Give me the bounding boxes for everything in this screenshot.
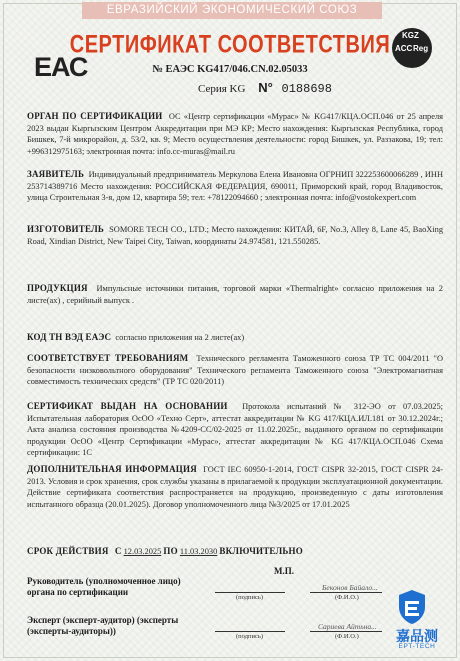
head-signature-caption: (подпись): [236, 594, 263, 601]
section-basis: [27, 401, 443, 459]
head-signature-label: Руководитель (уполномоченное лицо) органа по сертификации: [27, 576, 181, 597]
certificate-number: № ЕАЭС KG417/046.CN.02.05033: [152, 64, 308, 75]
seal-text-1: KGZ: [402, 31, 419, 40]
section-label: ПРОДУКЦИЯ: [27, 283, 88, 293]
series-row: [198, 80, 332, 96]
section-label: ДОПОЛНИТЕЛЬНАЯ ИНФОРМАЦИЯ: [27, 464, 197, 474]
certificate-title: СЕРТИФИКАТ СООТВЕТСТВИЯ: [69, 31, 391, 59]
section-text: ГОСТ IEC 60950-1-2014, ГОСТ CISPR 32-2015, ГОСТ CISPR 24-2013. Условия и срок хранения, срок службы указаны в прилагаемой к продукции эксплуатационной документации. Действие сертификата соответствия распространяется на продукцию, произведенную с даты изготовления испытанного образца (20.01.2025). Договор уполномоченного лица №3/2025 от 17.01.2025: [27, 465, 444, 509]
head-name-line: [310, 592, 382, 593]
section-requirements: [27, 353, 443, 388]
expert-signature-line: [215, 631, 285, 632]
section-hs-code: [27, 332, 443, 344]
series-label: Серия KG: [198, 83, 246, 95]
number-sign: N°: [258, 80, 273, 95]
validity-to-date: 11.03.2030: [179, 547, 218, 556]
section-text: Протокола испытаний № 312-ЭО от 07.03.2025; Испытательная лаборатория ОсОО «Техно Серт», аттестат аккредитации № KG 417/КЦА.ИЛ.181 от 30.12.2024г.; Акта анализа состояния производства №4209-СС/02-2025 от 11.02.2025г., выданного органом по сертификации продукции ОсОО «Центр Сертификации «Мурас», аттестат аккредитации № KG 417/КЦА.ОСП.046 Схема сертификации: 1С: [27, 402, 443, 458]
section-additional-info: [27, 464, 443, 510]
eaeu-banner: ЕВРАЗИЙСКИЙ ЭКОНОМИЧЕСКИЙ СОЮЗ: [82, 2, 382, 19]
expert-name-line: [310, 631, 382, 632]
section-text: Индивидуальный предприниматель Меркулова Елена Ивановна ОГРНИП 322253600066289 , ИНН 253714389716 Место нахождения: РОССИЙСКАЯ ФЕДЕРАЦИЯ, 690011, Приморский край, город Владивосток, улица Строительная 3-я, дом 12, квартира 59; тел: +78122094660 ; электронная почта: info@vostokexpert.com: [27, 170, 444, 203]
section-product: [27, 283, 443, 306]
head-signer-name: Беконов Байало...: [322, 583, 378, 592]
validity-row: [27, 546, 443, 558]
section-label: КОД ТН ВЭД ЕАЭС: [27, 332, 112, 342]
eac-mark: ЕАС: [34, 52, 88, 82]
head-signature-line: [215, 592, 285, 593]
expert-signer-name: Сариева Айтьна...: [318, 622, 377, 631]
seal-text-3: Reg: [413, 44, 429, 53]
page-border: [3, 3, 457, 658]
validity-from-date: 12.03.2025: [123, 547, 162, 556]
watermark-subtitle: EPT-TECH: [398, 643, 436, 650]
validity-from-prefix: С: [114, 546, 122, 556]
validity-suffix: ВКЛЮЧИТЕЛЬНО: [219, 546, 303, 556]
head-fio-caption: (Ф.И.О.): [335, 594, 359, 601]
section-label: СЕРТИФИКАТ ВЫДАН НА ОСНОВАНИИ: [27, 401, 228, 411]
expert-signature-label: Эксперт (эксперт-аудитор) (эксперты (эксперты-аудиторы)): [27, 615, 179, 636]
section-label: ОРГАН ПО СЕРТИФИКАЦИИ: [27, 111, 163, 121]
section-text: ОС «Центр сертификации «Мурас» № KG417/КЦА.ОСП.046 от 25 апреля 2023 выдан Кыргызским Центром Аккредитации при МЭ КР; Место нахождения: Кыргызская Республика, город Бишкек, 7-й микрорайон, д. 53/2, кв. 9; Место осуществления деятельности: город Бишкек, ул. Раззакова, 19; тел: +996312975163; электронная почта: info.cc-muras@mail.ru: [27, 112, 443, 156]
section-text: Технического регламента Таможенного союза ТР ТС 004/2011 "О безопасности низковольтного оборудования" Технического регламента Таможенного союза "Электромагнитная совместимость технических средств" (ТР ТС 020/2011): [27, 354, 443, 387]
serial-number: 0188698: [281, 82, 332, 96]
section-text: Импульсные источники питания, торговой марки «Thermalright» согласно приложения на 2 листе(ах) , серийный выпуск .: [27, 284, 443, 305]
validity-to-prefix: ПО: [163, 546, 178, 556]
validity-label: СРОК ДЕЙСТВИЯ: [27, 546, 109, 556]
section-certification-body: [27, 111, 443, 157]
seal-place-label: М.П.: [274, 566, 294, 576]
section-manufacturer: [27, 224, 443, 247]
expert-signature-caption: (подпись): [236, 633, 263, 640]
seal-text-2: ACC: [395, 44, 413, 53]
watermark-name: 嘉品测: [396, 628, 438, 644]
section-text: SOMORE TECH CO., LTD.; Место нахождения: КИТАЙ, 6F, No.3, Alley 8, Lane 45, BaoXing Road, Xindian District, New Taipei City, Taiwan, координаты 24.974581, 121.550285.: [27, 225, 444, 246]
section-label: СООТВЕТСТВУЕТ ТРЕБОВАНИЯМ: [27, 353, 189, 363]
expert-fio-caption: (Ф.И.О.): [335, 633, 359, 640]
section-label: ИЗГОТОВИТЕЛЬ: [27, 224, 105, 234]
section-applicant: [27, 169, 443, 204]
ept-tech-watermark: [383, 589, 451, 655]
ept-shield-icon: [397, 589, 427, 625]
section-text: согласно приложения на 2 листе(ах): [115, 333, 245, 342]
section-label: ЗАЯВИТЕЛЬ: [27, 169, 85, 179]
